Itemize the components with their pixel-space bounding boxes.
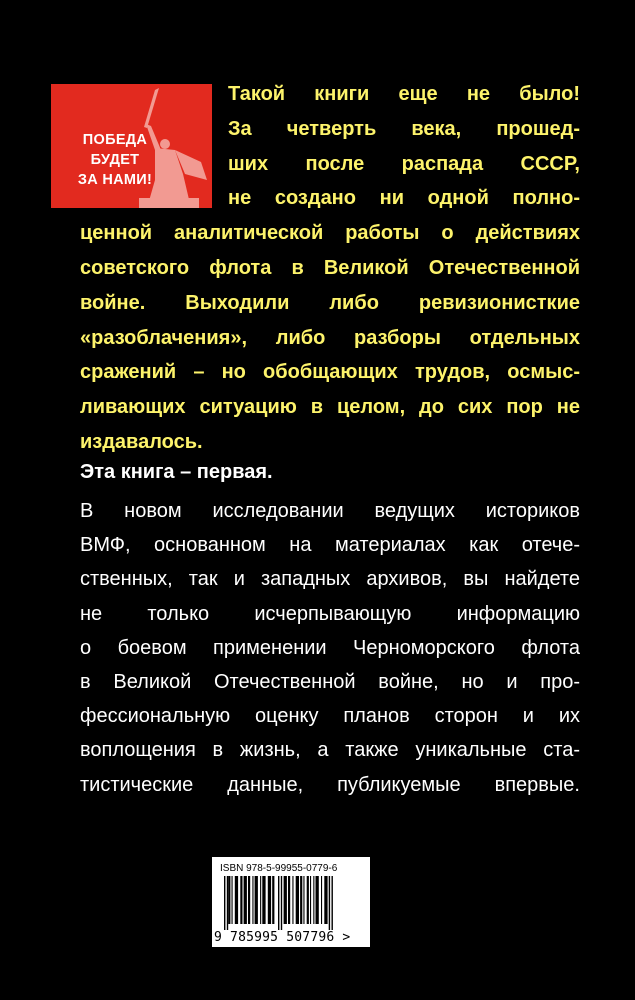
body-line: не только исчерпывающую информацию: [80, 602, 580, 625]
lead-line: издавалось.: [80, 430, 203, 453]
isbn-label: ISBN 978-5-99955-0779-6: [220, 863, 338, 874]
badge-line: ПОБЕДА: [82, 132, 148, 148]
body-line: ВМФ, основанном на материалах как отече-: [80, 534, 580, 557]
lead-line: ших после распада СССР,: [228, 152, 580, 175]
lead-line: ценной аналитической работы о действиях: [80, 222, 580, 245]
body-line: ственных, так и западных архивов, вы найдете: [80, 568, 580, 591]
lead-line: войне. Выходили либо ревизионисткие: [80, 291, 580, 314]
lead-line: не создано ни одной полно-: [228, 187, 580, 210]
body-line: фессиональную оценку планов сторон и их: [80, 705, 580, 728]
badge-line: ЗА НАМИ!: [77, 172, 153, 188]
barcode-digits: 9 785995 507796 >: [214, 930, 351, 945]
lead-line: «разоблачения», либо разборы отдельных: [80, 326, 580, 349]
lead-line: ливающих ситуацию в целом, до сих пор не: [80, 396, 580, 419]
body-line: тистические данные, публикуемые впервые.: [80, 773, 580, 796]
subheading: Эта книга – первая.: [80, 461, 273, 483]
body-paragraph: [80, 494, 580, 802]
body-line: воплощения в жизнь, а также уникальные ста-: [80, 739, 580, 762]
body-line: в Великой Отечественной войне, но и про-: [80, 671, 580, 694]
badge-line: БУДЕТ: [90, 152, 140, 168]
isbn-barcode: [212, 857, 370, 947]
lead-line: Такой книги еще не было!: [228, 83, 580, 105]
barcode-bars: [222, 876, 360, 930]
lead-line: советского флота в Великой Отечественной: [80, 256, 580, 279]
lead-line: За четверть века, прошед-: [228, 117, 580, 140]
body-line: о боевом применении Черноморского флота: [80, 636, 580, 659]
lead-line: сражений – но обобщающих трудов, осмыс-: [80, 361, 580, 384]
body-line: В новом исследовании ведущих историков: [80, 500, 580, 522]
lead-paragraph: [80, 77, 580, 460]
